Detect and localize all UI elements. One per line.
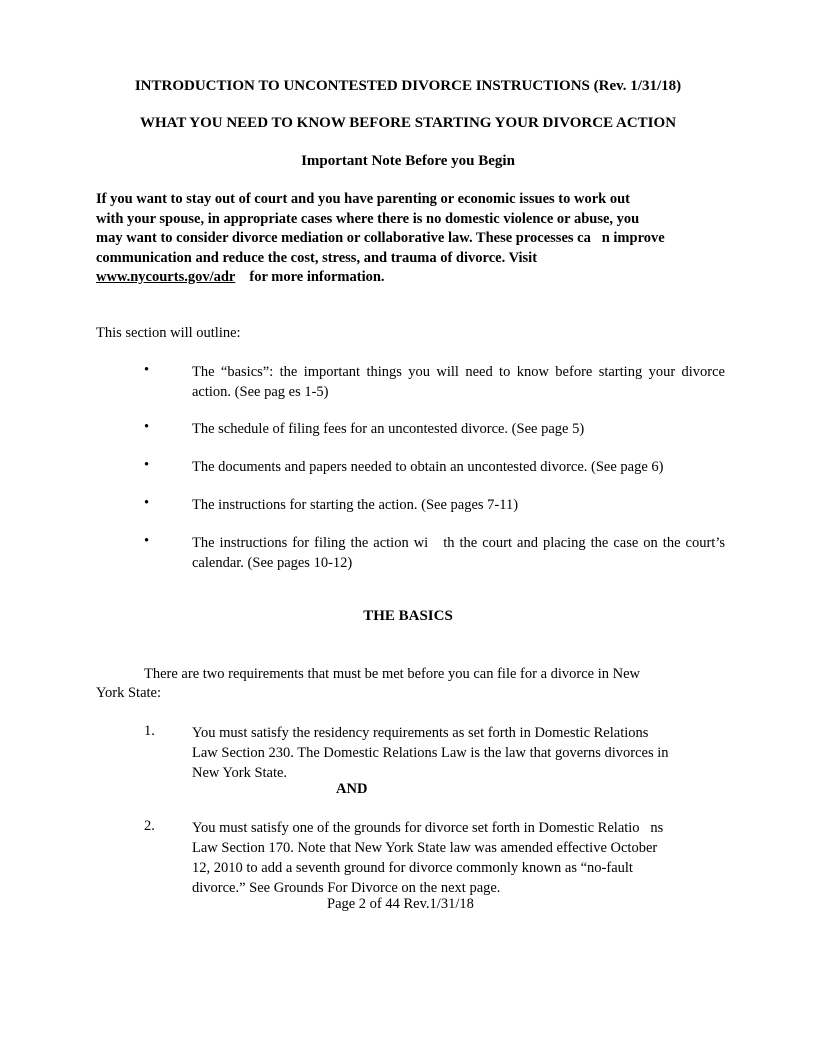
document-subtitle: WHAT YOU NEED TO KNOW BEFORE STARTING YOUR DIVORCE ACTION xyxy=(139,115,677,131)
requirement-number: 2. xyxy=(144,818,155,834)
important-note-last-line xyxy=(96,269,385,286)
bullet-icon: • xyxy=(144,495,150,511)
link-suffix-text: for more information. xyxy=(249,269,385,285)
document-title: INTRODUCTION TO UNCONTESTED DIVORCE INSTRUCTIONS (Rev. 1/31/18) xyxy=(134,78,682,94)
basics-intro-line: York State: xyxy=(96,685,161,701)
requirement-line: You must satisfy the residency requirements as set forth in Domestic Relations xyxy=(192,725,649,741)
outline-intro: This section will outline: xyxy=(96,325,241,341)
outline-item: The documents and papers needed to obtain an uncontested divorce. (See page 6) xyxy=(192,459,664,475)
outline-item: The instructions for starting the action. (See pages 7-11) xyxy=(192,497,519,513)
outline-item: The schedule of filing fees for an uncontested divorce. (See page 5) xyxy=(192,421,585,437)
basics-intro-line: There are two requirements that must be met before you can file for a divorce in New xyxy=(144,666,641,682)
adr-link[interactable]: www.nycourts.gov/adr xyxy=(96,269,236,285)
important-note-heading: Important Note Before you Begin xyxy=(301,153,515,169)
outline-item-line: calendar. (See pages 10-12) xyxy=(192,555,353,571)
and-separator: AND xyxy=(336,781,368,797)
outline-item-line: action. (See pag es 1-5) xyxy=(192,384,329,400)
outline-item-line: The instructions for filing the action wi th the court and placing the case on the court’s xyxy=(192,535,725,551)
page-footer: Page 2 of 44 Rev.1/31/18 xyxy=(327,896,474,912)
important-note-line: If you want to stay out of court and you have parenting or economic issues to work out xyxy=(96,191,630,207)
outline-item xyxy=(192,533,725,573)
bullet-icon: • xyxy=(144,362,150,378)
basics-heading: THE BASICS xyxy=(363,608,453,624)
outline-item xyxy=(192,362,725,402)
bullet-icon: • xyxy=(144,457,150,473)
requirement-line: New York State. xyxy=(192,765,288,781)
requirement-line: divorce.” See Grounds For Divorce on the next page. xyxy=(192,880,501,896)
important-note-line: communication and reduce the cost, stress, and trauma of divorce. Visit xyxy=(96,250,538,266)
requirement-line: Law Section 230. The Domestic Relations Law is the law that governs divorces in xyxy=(192,745,669,761)
important-note-line: may want to consider divorce mediation or collaborative law. These processes ca n improve xyxy=(96,230,665,246)
requirement-text xyxy=(192,818,663,898)
requirement-line: Law Section 170. Note that New York State law was amended effective October xyxy=(192,840,658,856)
bullet-icon: • xyxy=(144,419,150,435)
requirement-number: 1. xyxy=(144,723,155,739)
important-note-line: with your spouse, in appropriate cases where there is no domestic violence or abuse, you xyxy=(96,211,640,227)
outline-item-line: The “basics”: the important things you will need to know before starting your divorce xyxy=(192,364,725,380)
requirement-line: You must satisfy one of the grounds for divorce set forth in Domestic Relatio ns xyxy=(192,820,664,836)
requirement-line: 12, 2010 to add a seventh ground for divorce commonly known as “no-fault xyxy=(192,860,633,876)
bullet-icon: • xyxy=(144,533,150,549)
requirement-text xyxy=(192,723,669,783)
